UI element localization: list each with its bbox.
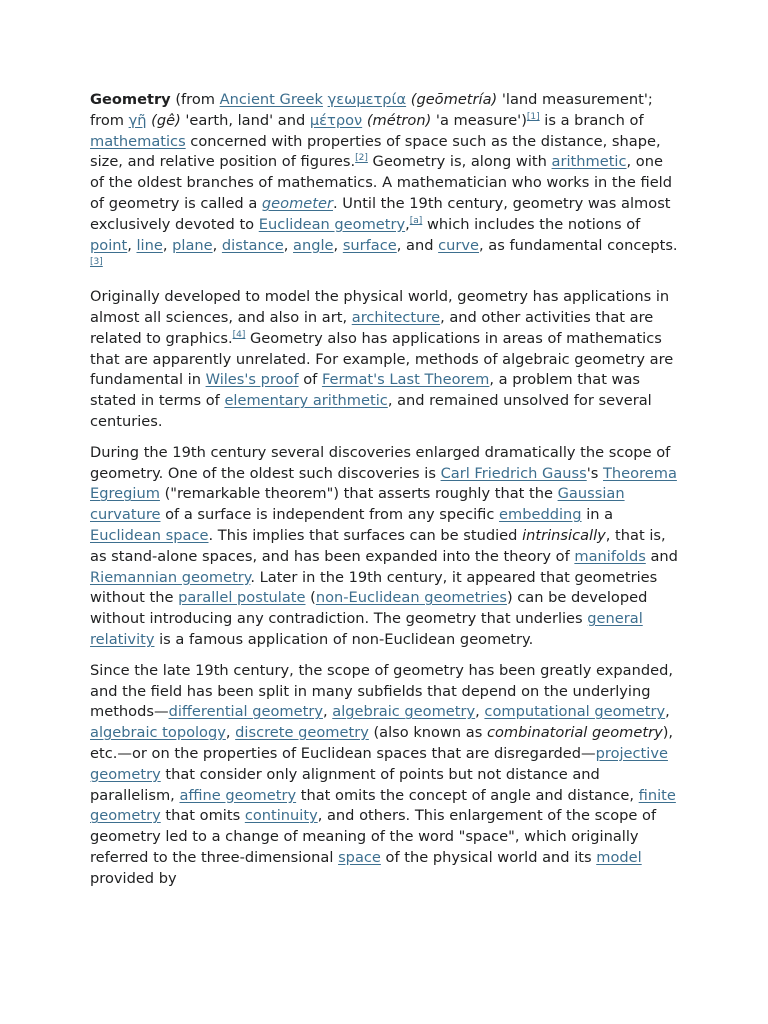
article-title-bold: Geometry bbox=[90, 91, 171, 108]
link-arithmetic[interactable]: arithmetic bbox=[551, 153, 627, 171]
link-theorema-egregium[interactable]: Theorema Egregium bbox=[90, 464, 677, 503]
link-distance[interactable]: distance bbox=[221, 236, 284, 254]
link-gaussian-curvature[interactable]: Gaussian curvature bbox=[90, 485, 625, 524]
text: Since the late 19th century, the scope of geometry has been greatly expanded, and the field has been split in many subfields that depend on the underlying methods— bbox=[90, 661, 673, 721]
text: 's bbox=[586, 464, 603, 482]
link-mathematics[interactable]: mathematics bbox=[90, 132, 186, 150]
reference-link-3[interactable]: [3] bbox=[90, 257, 103, 268]
link-line[interactable]: line bbox=[136, 236, 163, 254]
link-ancient-greek[interactable]: Ancient Greek bbox=[219, 91, 323, 108]
text: which includes the notions of bbox=[422, 215, 641, 233]
text: , bbox=[405, 215, 410, 233]
text: , bbox=[665, 703, 670, 721]
link-model[interactable]: model bbox=[596, 848, 642, 866]
text: , bbox=[162, 236, 173, 254]
link-wiles-proof[interactable]: Wiles's proof bbox=[205, 371, 299, 389]
emphasis-intrinsically: intrinsically bbox=[522, 526, 606, 544]
text: . This implies that surfaces can be studied bbox=[208, 526, 523, 544]
link-elementary-arithmetic[interactable]: elementary arithmetic bbox=[224, 392, 388, 410]
link-fermats-last-theorem[interactable]: Fermat's Last Theorem bbox=[321, 371, 490, 389]
paragraph-intro bbox=[90, 90, 680, 277]
text: , a problem that was stated in terms of bbox=[90, 371, 641, 410]
text: concerned with properties of space such as the distance, shape, size, and relative position of figures. bbox=[90, 132, 661, 171]
text: ( bbox=[305, 589, 316, 607]
text: is a branch of bbox=[539, 111, 644, 129]
text: Geometry is, along with bbox=[367, 153, 552, 171]
link-angle[interactable]: angle bbox=[293, 236, 334, 254]
link-metron-greek[interactable]: μέτρον bbox=[309, 111, 363, 129]
reference-1 bbox=[527, 112, 540, 122]
link-continuity[interactable]: continuity bbox=[244, 807, 318, 825]
text: , bbox=[475, 703, 485, 721]
reference-4 bbox=[233, 330, 246, 340]
link-algebraic-topology[interactable]: algebraic topology bbox=[90, 724, 226, 742]
reference-link-2[interactable]: [2] bbox=[355, 153, 368, 164]
link-space[interactable]: space bbox=[338, 848, 381, 866]
reference-link-4[interactable]: [4] bbox=[232, 329, 246, 340]
reference-a bbox=[410, 216, 423, 226]
text: that consider only alignment of points but not distance and parallelism, bbox=[90, 765, 600, 804]
text: of a surface is independent from any specific bbox=[160, 506, 500, 524]
link-ge-greek[interactable]: γῆ bbox=[128, 111, 147, 129]
text: , bbox=[225, 724, 236, 742]
link-projective-geometry[interactable]: projective geometry bbox=[90, 744, 668, 783]
paragraph-subfields bbox=[90, 661, 680, 890]
text: , that is, as stand-alone spaces, and has been expanded into the theory of bbox=[90, 526, 666, 565]
text: . Later in the 19th century, it appeared that geometries without the bbox=[90, 568, 658, 607]
text: is a famous application of non-Euclidean geometry. bbox=[154, 630, 534, 648]
text: (from bbox=[170, 91, 220, 108]
reference-3 bbox=[90, 258, 103, 268]
link-differential-geometry[interactable]: differential geometry bbox=[168, 703, 323, 721]
text: of bbox=[298, 371, 322, 389]
text: , and bbox=[396, 236, 439, 254]
text: , one of the oldest branches of mathematics. A mathematician who works in the field of geometry is called a bbox=[90, 153, 672, 212]
text: 'earth, land' and bbox=[180, 111, 310, 129]
reference-link-1[interactable]: [1] bbox=[526, 111, 540, 122]
link-euclidean-geometry[interactable]: Euclidean geometry bbox=[258, 215, 406, 233]
text: During the 19th century several discoveries enlarged dramatically the scope of geometry. One of the oldest such discoveries is bbox=[90, 443, 671, 482]
link-point[interactable]: point bbox=[90, 236, 128, 254]
link-plane[interactable]: plane bbox=[172, 236, 213, 254]
text: and bbox=[645, 547, 678, 565]
transliteration-ge: (gê) bbox=[151, 111, 181, 129]
reference-link-a[interactable]: [a] bbox=[409, 215, 423, 226]
text: , bbox=[127, 236, 137, 254]
text: , and remained unsolved for several centuries. bbox=[90, 392, 652, 430]
link-geometria-greek[interactable]: γεωμετρία bbox=[327, 91, 407, 108]
text: , as fundamental concepts. bbox=[479, 236, 678, 254]
link-algebraic-geometry[interactable]: algebraic geometry bbox=[332, 703, 476, 721]
link-general-relativity[interactable]: general relativity bbox=[90, 610, 643, 648]
link-embedding[interactable]: embedding bbox=[499, 506, 582, 524]
text: , bbox=[322, 703, 333, 721]
text: , bbox=[212, 236, 222, 254]
text: ), etc.—or on the properties of Euclidean spaces that are disregarded— bbox=[90, 724, 674, 762]
text: , bbox=[333, 236, 343, 254]
link-carl-friedrich-gauss[interactable]: Carl Friedrich Gauss bbox=[440, 464, 587, 482]
text: 'land measurement'; from bbox=[90, 91, 653, 129]
link-architecture[interactable]: architecture bbox=[351, 308, 441, 326]
text: 'a measure') bbox=[431, 111, 527, 129]
text: , and other activities that are related to graphics. bbox=[90, 308, 654, 347]
text: that omits the concept of angle and distance, bbox=[296, 786, 639, 804]
link-discrete-geometry[interactable]: discrete geometry bbox=[235, 724, 369, 742]
paragraph-19th-century bbox=[90, 443, 680, 651]
text: Geometry also has applications in areas of mathematics that are apparently unrelated. For example, methods of algebraic geometry are fundamental in bbox=[90, 329, 674, 389]
text: that omits bbox=[160, 807, 245, 825]
text: , and others. This enlargement of the scope of geometry led to a change of meaning of the word "space", which originally referred to the three-dimensional bbox=[90, 807, 657, 866]
paragraph-applications bbox=[90, 287, 680, 433]
link-affine-geometry[interactable]: affine geometry bbox=[179, 786, 297, 804]
emphasis-combinatorial-geometry: combinatorial geometry bbox=[486, 724, 663, 742]
text: (also known as bbox=[368, 724, 487, 742]
text: Originally developed to model the physical world, geometry has applications in almost all sciences, and also in art, bbox=[90, 288, 670, 326]
article-body bbox=[90, 90, 680, 899]
link-manifolds[interactable]: manifolds bbox=[574, 547, 646, 565]
text: of the physical world and its bbox=[380, 848, 597, 866]
text: ("remarkable theorem") that asserts roughly that the bbox=[159, 485, 558, 503]
text: provided by bbox=[90, 869, 177, 887]
reference-2 bbox=[355, 154, 368, 164]
link-geometer[interactable]: geometer bbox=[261, 194, 333, 212]
transliteration-metron: (métron) bbox=[366, 111, 432, 129]
transliteration-geometria: (geōmetría) bbox=[410, 91, 498, 108]
link-curve[interactable]: curve bbox=[438, 236, 480, 254]
text: in a bbox=[581, 506, 614, 524]
link-parallel-postulate[interactable]: parallel postulate bbox=[178, 589, 306, 607]
link-non-euclidean-geometries[interactable]: non-Euclidean geometries bbox=[315, 589, 507, 607]
text: . Until the 19th century, geometry was almost exclusively devoted to bbox=[90, 194, 671, 233]
text: ) can be developed without introducing any contradiction. The geometry that underlies bbox=[90, 589, 648, 628]
link-finite-geometry[interactable]: finite geometry bbox=[90, 786, 676, 825]
link-euclidean-space[interactable]: Euclidean space bbox=[90, 526, 209, 544]
link-computational-geometry[interactable]: computational geometry bbox=[484, 703, 666, 721]
link-surface[interactable]: surface bbox=[342, 236, 397, 254]
text: , bbox=[283, 236, 294, 254]
link-riemannian-geometry[interactable]: Riemannian geometry bbox=[90, 568, 251, 586]
